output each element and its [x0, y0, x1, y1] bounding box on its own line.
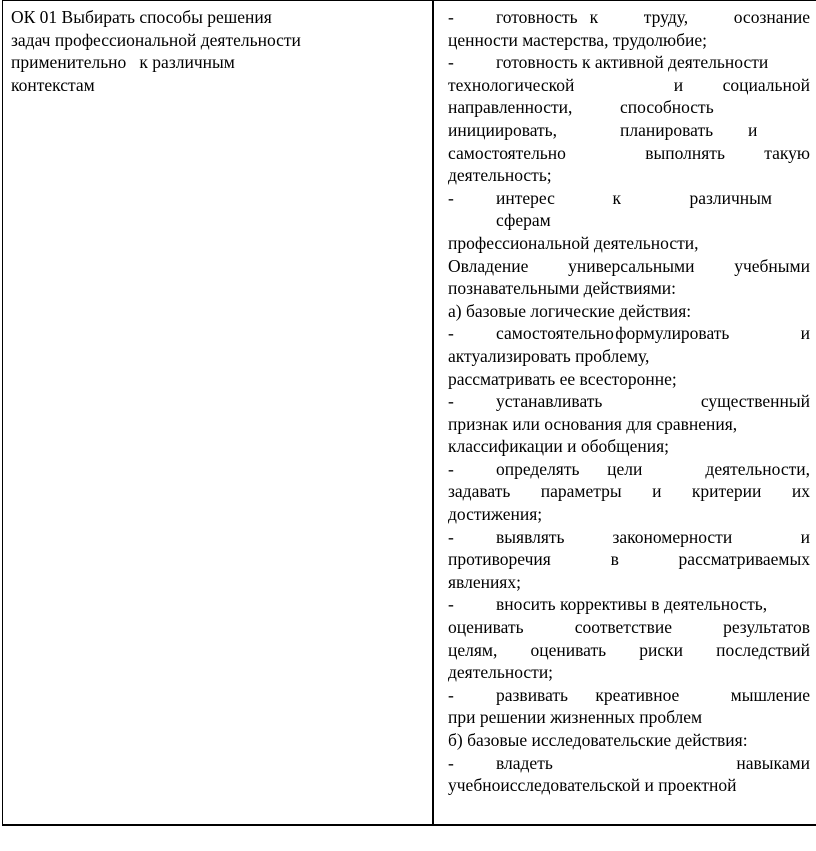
competency-line: контекстам — [11, 74, 95, 95]
text-line — [448, 119, 810, 142]
word: и — [748, 119, 758, 140]
text-line — [448, 526, 810, 549]
text-line: учебноисследовательской и проектной — [448, 775, 737, 796]
bullet-dash: - — [448, 458, 454, 479]
word: социальной — [722, 74, 810, 95]
word: такую — [764, 142, 810, 163]
word: параметры — [540, 481, 622, 502]
word: устанавливать — [496, 391, 603, 412]
word: оценивать — [448, 617, 524, 638]
text-line — [448, 255, 810, 278]
text-line: явлениях; — [448, 571, 521, 592]
table-left-border — [2, 0, 3, 826]
word: результатов — [723, 617, 810, 638]
bullet-dash: - — [448, 391, 454, 412]
text-line — [448, 616, 810, 639]
word: труду, — [643, 7, 689, 27]
text-line: профессиональной деятельности, — [448, 232, 699, 253]
word: к — [589, 7, 599, 27]
table-bottom-border — [2, 824, 816, 826]
word: способность — [620, 97, 714, 118]
word: готовность — [496, 7, 578, 27]
bullet-dash: - — [448, 526, 454, 547]
table-top-border — [2, 0, 816, 1]
word: инициировать, — [448, 119, 558, 140]
text-span: готовность к активной деятельности — [496, 52, 769, 73]
word: и — [800, 323, 810, 344]
word: развивать — [496, 684, 569, 705]
word: интерес — [496, 187, 555, 208]
text-line — [448, 74, 810, 97]
word: универсальными — [568, 255, 695, 276]
column-divider — [432, 0, 434, 826]
word: рассматриваемых — [678, 549, 810, 570]
word: учебными — [734, 255, 810, 276]
word: деятельности, — [705, 458, 810, 479]
word: критерии — [691, 481, 762, 502]
text-line: при решении жизненных проблем — [448, 707, 703, 728]
word: цели — [607, 458, 643, 479]
text-line — [448, 480, 810, 503]
text-line — [448, 548, 810, 571]
bullet-dash: - — [448, 594, 454, 615]
word: и — [673, 74, 684, 95]
word: закономерности — [612, 526, 733, 547]
text-line — [448, 6, 810, 29]
word: Овладение — [448, 255, 529, 276]
word: креативное — [595, 684, 680, 705]
text-line — [448, 322, 810, 345]
text-line: ценности мастерства, трудолюбие; — [448, 29, 707, 50]
bullet-dash: - — [448, 187, 454, 208]
text-line — [448, 390, 810, 413]
word: целям, — [448, 639, 498, 660]
results-cell — [448, 6, 810, 797]
text-line — [448, 684, 810, 707]
bullet-dash: - — [448, 52, 454, 73]
word: оценивать — [530, 639, 607, 660]
word: последствий — [716, 639, 810, 660]
word: риски — [639, 639, 683, 660]
text-line — [448, 593, 810, 616]
competency-cell — [11, 6, 421, 96]
competency-line: ОК 01 Выбирать способы решения — [11, 7, 272, 27]
competency-line: применительно к различным — [11, 52, 235, 72]
text-line — [448, 752, 810, 775]
text-line — [448, 639, 810, 662]
text-line: познавательными действиями: — [448, 278, 677, 299]
word: определять — [496, 458, 580, 479]
word: формулировать — [615, 323, 730, 344]
text-line — [448, 458, 810, 481]
bullet-dash: - — [448, 323, 454, 344]
word: самостоятельно — [448, 142, 566, 163]
text-line: классификации и обобщения; — [448, 436, 670, 457]
word: осознание — [733, 7, 810, 27]
word: и — [800, 526, 810, 547]
bullet-dash: - — [448, 752, 454, 773]
text-line: сферам — [496, 210, 551, 231]
bullet-dash: - — [448, 7, 454, 27]
text-line: а) базовые логические действия: — [448, 300, 692, 321]
text-line: актуализировать проблему, — [448, 345, 650, 366]
text-line: рассматривать ее всесторонне; — [448, 368, 677, 389]
word: к — [612, 187, 621, 208]
text-span: вносить коррективы в деятельность, — [496, 594, 768, 615]
word: направленности, — [448, 97, 573, 118]
word: выполнять — [645, 142, 725, 163]
word: навыками — [736, 752, 810, 773]
text-line: б) базовые исследовательские действия: — [448, 730, 748, 750]
word: владеть — [496, 752, 553, 773]
bullet-dash: - — [448, 684, 454, 705]
text-line — [448, 187, 810, 210]
word: мышление — [730, 684, 810, 705]
text-line: деятельность; — [448, 165, 552, 186]
word: технологической — [448, 74, 575, 95]
text-line: достижения; — [448, 504, 543, 525]
word: планировать — [620, 119, 714, 140]
competency-line: задач профессиональной деятельности — [11, 29, 301, 50]
word: существенный — [700, 391, 810, 412]
word: противоречия — [448, 549, 551, 570]
text-line — [448, 96, 810, 119]
word: соответствие — [574, 617, 672, 638]
text-line: деятельности; — [448, 662, 554, 683]
word: различным — [689, 187, 772, 208]
word: задавать — [448, 481, 511, 502]
word: и — [652, 481, 662, 502]
word: самостоятельно — [496, 323, 614, 344]
text-line — [448, 142, 810, 165]
word: их — [791, 481, 810, 502]
word: в — [610, 549, 619, 570]
text-line: признак или основания для сравнения, — [448, 413, 738, 434]
word: выявлять — [496, 526, 565, 547]
text-line — [448, 51, 810, 74]
